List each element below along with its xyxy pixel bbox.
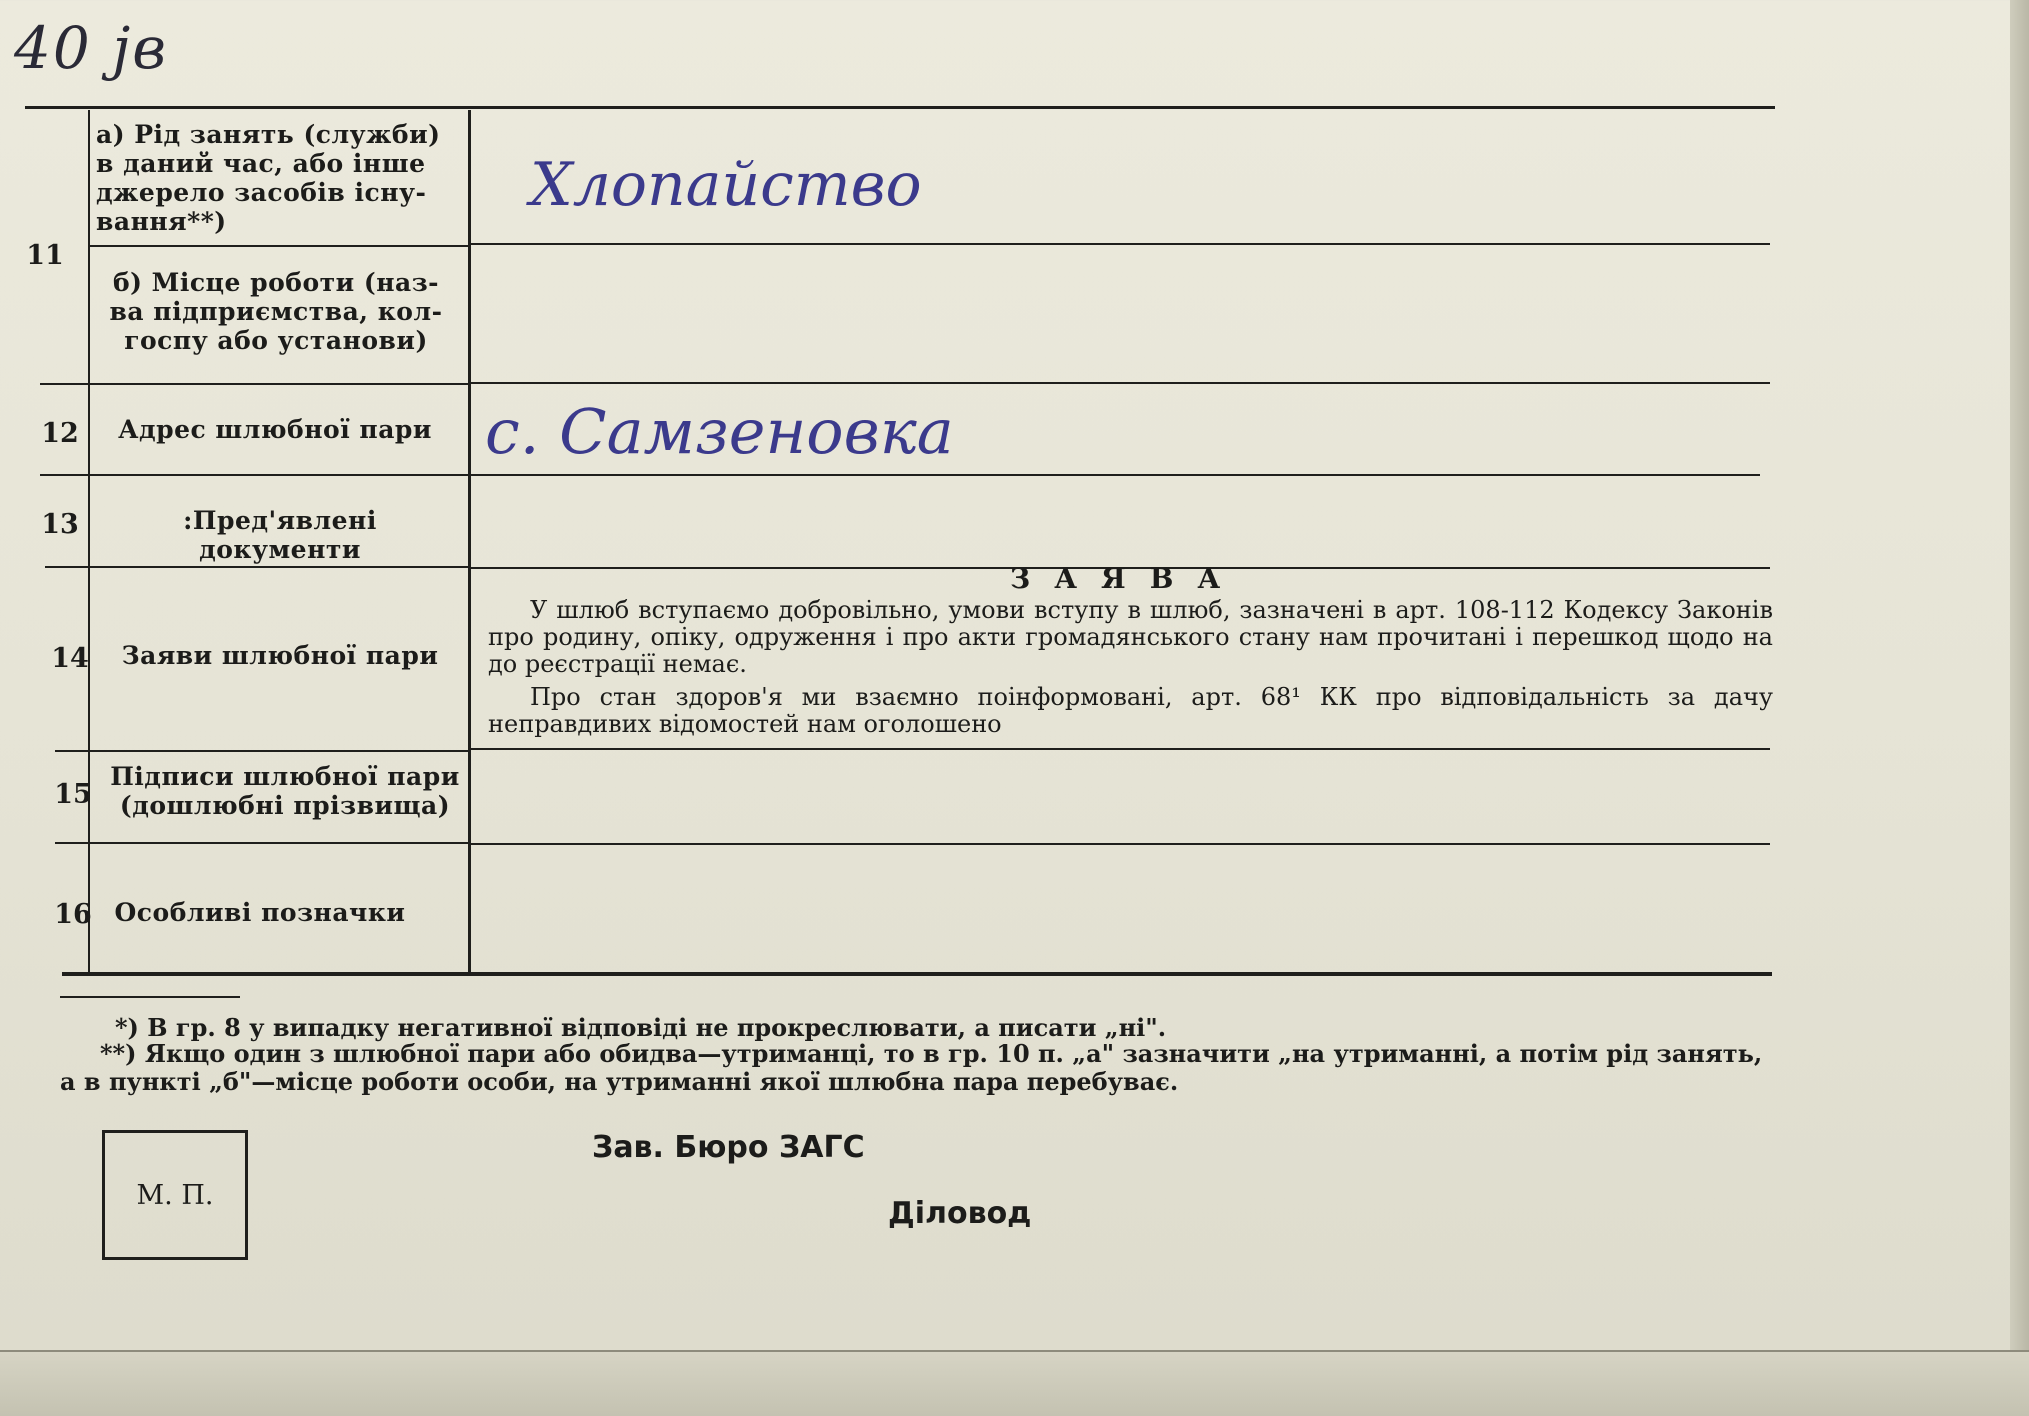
workplace-label: б) Місце роботи (наз-ва підприємства, кол-госпу або установи)	[109, 268, 443, 355]
row-separator	[88, 245, 468, 247]
row-separator	[40, 383, 468, 385]
row-separator	[45, 566, 468, 568]
footnote-rule	[60, 996, 240, 998]
statement-heading: ЗАЯВА	[1010, 562, 1245, 595]
statement-paragraph-1: У шлюб вступаємо добровільно, умови вступу в шлюб, зазначені в арт. 108-112 Кодексу Законів про родину, опіку, одруження і про акти громадянського стану нам прочитані і перешкод щодо на до реєстрації немає.	[488, 596, 1773, 678]
signatures-label: Підписи шлюбної пари (дошлюбні прізвища)	[110, 762, 460, 820]
head-of-registry-title: Зав. Бюро ЗАГС	[592, 1130, 865, 1165]
table-top-rule	[25, 106, 1775, 109]
value-separator	[470, 748, 1770, 750]
statement-paragraph-2: Про стан здоров'я ми взаємно поінформовані, арт. 68¹ КК про відповідальність за дачу неправдивих відомостей нам оголошено	[488, 683, 1773, 738]
row-number: 12	[41, 418, 79, 449]
table-bottom-rule	[62, 972, 1772, 976]
value-separator	[470, 382, 1770, 384]
address-label: Адрес шлюбної пари	[118, 415, 432, 444]
row-separator	[55, 750, 468, 752]
value-separator	[470, 243, 1770, 245]
row-number: 11	[26, 240, 64, 271]
row-number: 16	[54, 899, 92, 930]
footnote-2: **) Якщо один з шлюбної пари або обидва—утриманці, то в гр. 10 п. „а" зазначити „на утриманні, а потім рід занять, а в пункті „б"—місце роботи особи, на утриманні якої шлюбна пара перебуває.	[60, 1039, 1763, 1096]
value-separator	[470, 843, 1770, 845]
documents-label: :Пред'явлені документи	[183, 506, 377, 564]
occupation-value: Хлопайство	[530, 150, 922, 220]
clerk-title: Діловод	[888, 1196, 1032, 1231]
occupation-label: а) Рід занять (служби) в даний час, або інше джерело засобів існу-вання**)	[96, 120, 441, 236]
row-number: 13	[41, 509, 79, 540]
underlying-sheet	[0, 1350, 2029, 1416]
row-separator	[40, 474, 468, 476]
stamp-label: М. П.	[136, 1179, 214, 1211]
row-number: 14	[51, 643, 89, 674]
row-number: 15	[54, 779, 92, 810]
value-separator	[470, 474, 1760, 476]
address-value: с. Самзеновка	[485, 395, 954, 468]
statements-label: Заяви шлюбної пари	[121, 641, 439, 670]
page-edge	[2010, 0, 2029, 1414]
corner-number: 40 jв	[14, 14, 168, 82]
row-separator	[55, 842, 468, 844]
footnote-1: *) В гр. 8 у випадку негативної відповіді не прокреслювати, а писати „ні".	[115, 1013, 1167, 1042]
stamp-placeholder	[102, 1130, 248, 1260]
special-notes-label: Особливі позначки	[114, 898, 406, 927]
